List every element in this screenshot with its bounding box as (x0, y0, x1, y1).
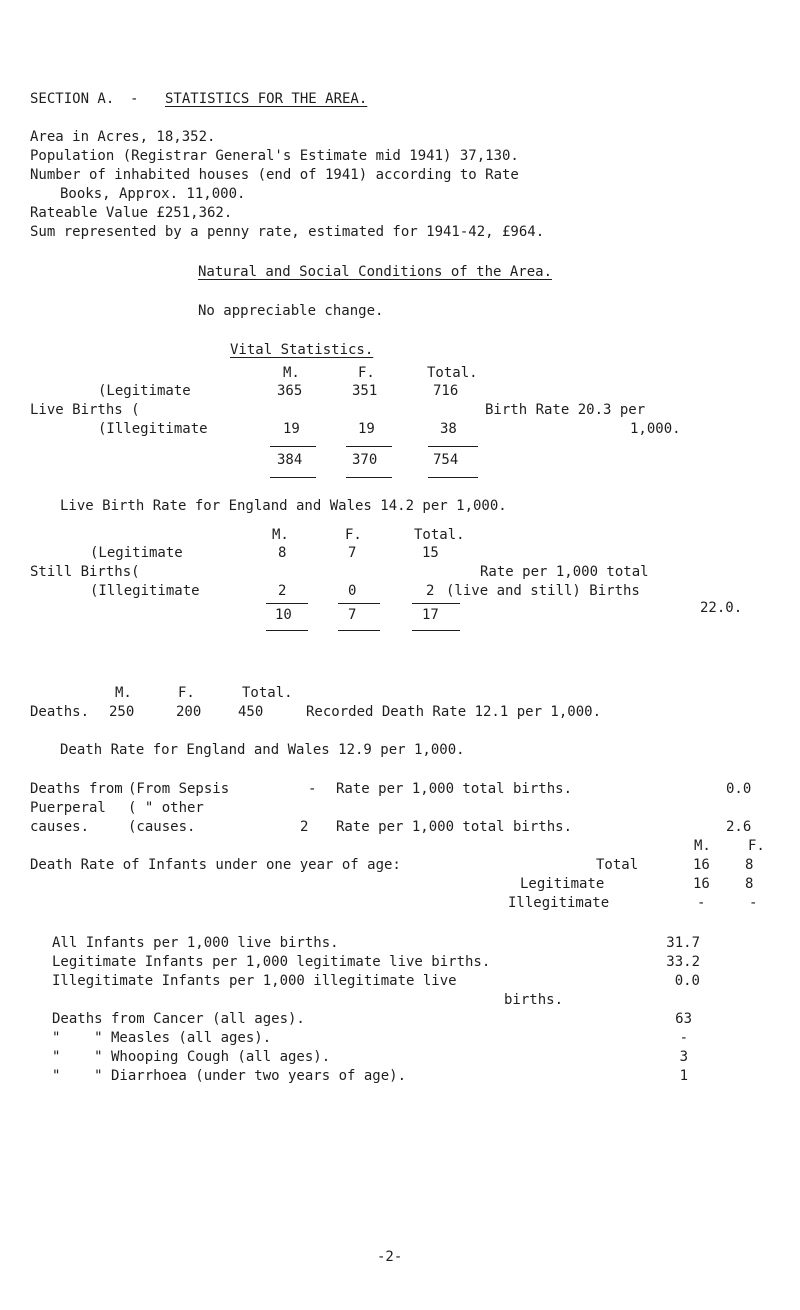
sum-total: 754 (433, 452, 459, 468)
rate-value-illegit-infants: 0.0 (674, 973, 700, 989)
rate-value-all-infants: 31.7 (666, 935, 700, 951)
vital-col-m: M. (283, 365, 300, 381)
puerperal-rate-2: 2.6 (726, 819, 752, 835)
puerperal-rate-text-1: Rate per 1,000 total births. (336, 781, 573, 797)
puerperal-label-2: Puerperal (30, 800, 106, 816)
rate-label-measles: " " Measles (all ages). (52, 1030, 272, 1046)
section-label: SECTION A. (30, 91, 115, 107)
vital-col-f: F. (358, 365, 375, 381)
infants-illegit-m: - (697, 895, 706, 911)
puerperal-dash: - (308, 781, 317, 797)
penny-rate-line: Sum represented by a penny rate, estimated for 1941-42, £964. (30, 224, 545, 240)
puerperal-cause-2: ( " other (128, 800, 204, 816)
still-births-label: Still Births( (30, 564, 140, 580)
infants-legit-f: 8 (745, 876, 754, 892)
infants-illegit-f: - (749, 895, 758, 911)
deaths-col-f: F. (178, 685, 195, 701)
vital-heading: Vital Statistics. (230, 342, 374, 358)
still-col-total: Total. (414, 527, 465, 543)
still-legit-f: 7 (348, 545, 357, 561)
rate-value-cancer: 63 (675, 1011, 692, 1027)
still-legit-total: 15 (422, 545, 439, 561)
deaths-col-m: M. (115, 685, 132, 701)
sum-m: 384 (277, 452, 303, 468)
deaths-total: 450 (238, 704, 264, 720)
illegit-m: 19 (283, 421, 300, 437)
rate-value-measles: - (679, 1030, 688, 1046)
infants-label: Death Rate of Infants under one year of age: (30, 857, 401, 873)
natural-note: No appreciable change. (198, 303, 384, 319)
legit-f: 351 (352, 383, 378, 399)
deaths-m: 250 (109, 704, 135, 720)
infants-total-f: 8 (745, 857, 754, 873)
rate-label-whooping-cough: " " Whooping Cough (all ages). (52, 1049, 331, 1065)
illegit-label: (Illegitimate (98, 421, 208, 437)
legit-label: (Legitimate (98, 383, 191, 399)
rate-label-diarrhoea: " " Diarrhoea (under two years of age). (52, 1068, 407, 1084)
infants-col-m: M. (694, 838, 711, 854)
page-number: -2- (377, 1249, 403, 1265)
still-illegit-total: 2 (426, 583, 435, 599)
still-illegit-m: 2 (278, 583, 287, 599)
puerperal-rate-text-2: Rate per 1,000 total births. (336, 819, 573, 835)
still-sum-total: 17 (422, 607, 439, 623)
infants-legit-label: Legitimate (520, 876, 605, 892)
puerperal-count-2: 2 (300, 819, 309, 835)
still-illegit-f: 0 (348, 583, 357, 599)
england-birth-rate: Live Birth Rate for England and Wales 14.2 per 1,000. (60, 498, 507, 514)
sum-f: 370 (352, 452, 378, 468)
puerperal-rate-1: 0.0 (726, 781, 752, 797)
rate-label-all-infants: All Infants per 1,000 live births. (52, 935, 339, 951)
houses-line: Number of inhabited houses (end of 1941) according to Rate (30, 167, 519, 183)
still-sum-f: 7 (348, 607, 357, 623)
puerperal-label-3: causes. (30, 819, 90, 835)
vital-col-total: Total. (427, 365, 478, 381)
illegit-f: 19 (358, 421, 375, 437)
header-dash: - (130, 91, 139, 107)
legit-total: 716 (433, 383, 459, 399)
rate-label-illegit-infants: Illegitimate Infants per 1,000 illegitimate live (52, 973, 457, 989)
illegit-total: 38 (440, 421, 457, 437)
puerperal-label-1: Deaths from (30, 781, 123, 797)
england-death-rate: Death Rate for England and Wales 12.9 per 1,000. (60, 742, 465, 758)
infants-total-m: 16 (693, 857, 710, 873)
infants-illegit-label: Illegitimate (508, 895, 610, 911)
puerperal-cause-3: (causes. (128, 819, 196, 835)
puerperal-cause-1: (From Sepsis (128, 781, 230, 797)
still-col-m: M. (272, 527, 289, 543)
page-title: STATISTICS FOR THE AREA. (165, 91, 368, 107)
still-illegit-label: (Illegitimate (90, 583, 200, 599)
legit-m: 365 (277, 383, 303, 399)
deaths-col-total: Total. (242, 685, 293, 701)
population-line: Population (Registrar General's Estimate mid 1941) 37,130. (30, 148, 519, 164)
houses-line-cont: Books, Approx. 11,000. (60, 186, 246, 202)
deaths-label: Deaths. (30, 704, 90, 720)
rate-value-diarrhoea: 1 (679, 1068, 688, 1084)
deaths-f: 200 (176, 704, 202, 720)
birth-rate-line2: 1,000. (630, 421, 681, 437)
area-line: Area in Acres, 18,352. (30, 129, 216, 145)
rate-label-births-cont: births. (504, 992, 564, 1008)
recorded-death-rate: Recorded Death Rate 12.1 per 1,000. (306, 704, 602, 720)
natural-heading: Natural and Social Conditions of the Area. (198, 264, 553, 280)
rate-label-cancer: Deaths from Cancer (all ages). (52, 1011, 305, 1027)
infants-total-label: Total (596, 857, 639, 873)
still-col-f: F. (345, 527, 362, 543)
still-rate-line2: (live and still) Births (446, 583, 640, 599)
still-rate-value: 22.0. (700, 600, 743, 616)
infants-legit-m: 16 (693, 876, 710, 892)
rate-value-whooping-cough: 3 (679, 1049, 688, 1065)
live-births-label: Live Births ( (30, 402, 140, 418)
still-rate-line1: Rate per 1,000 total (480, 564, 649, 580)
still-legit-label: (Legitimate (90, 545, 183, 561)
still-legit-m: 8 (278, 545, 287, 561)
rateable-value-line: Rateable Value £251,362. (30, 205, 233, 221)
birth-rate-line1: Birth Rate 20.3 per (485, 402, 646, 418)
infants-col-f: F. (748, 838, 765, 854)
rate-label-legit-infants: Legitimate Infants per 1,000 legitimate live births. (52, 954, 491, 970)
still-sum-m: 10 (275, 607, 292, 623)
rate-value-legit-infants: 33.2 (666, 954, 700, 970)
